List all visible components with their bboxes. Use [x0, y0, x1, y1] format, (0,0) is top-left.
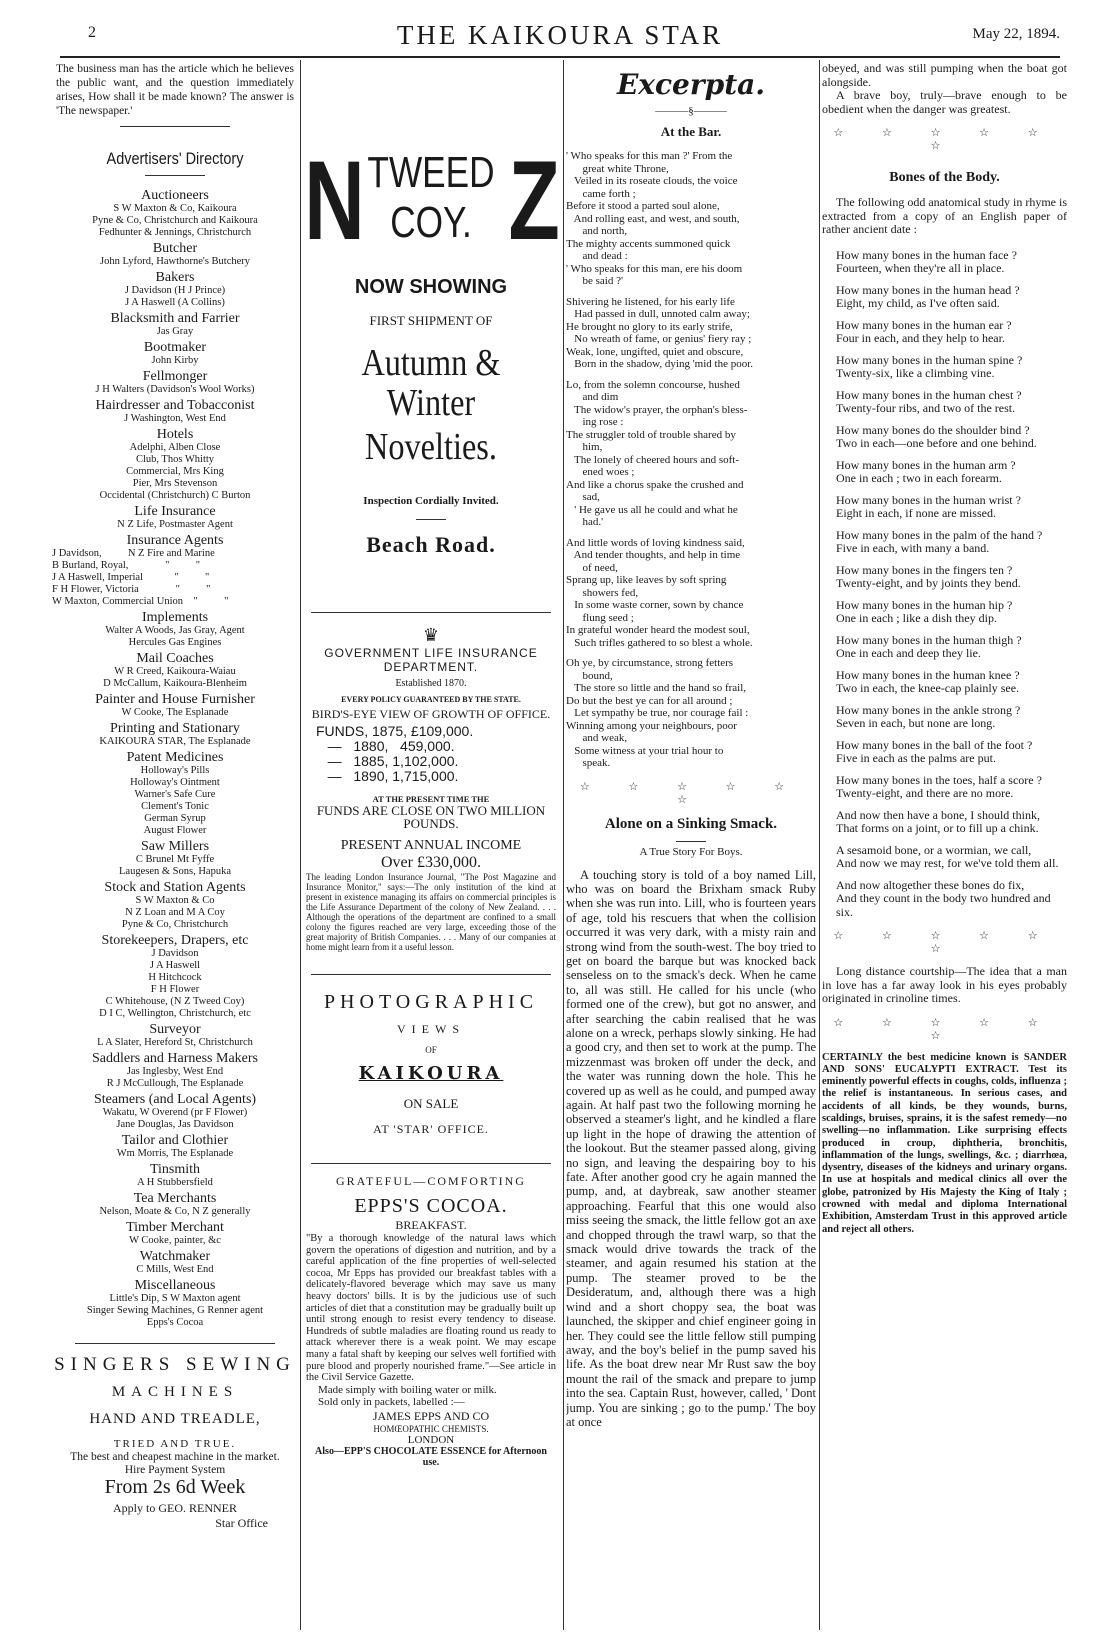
poem-line: The lonely of cheered hours and soft-	[566, 453, 739, 466]
column-advertisements	[302, 62, 560, 1632]
directory-entry: Walter A Woods, Jas Gray, Agent	[105, 625, 245, 636]
directory-heading: Surveyor	[149, 1022, 201, 1037]
directory-entry: Wakatu, W Overend (pr F Flower)	[102, 1107, 248, 1118]
column-divider	[300, 60, 301, 1630]
directory-heading: Hotels	[156, 427, 194, 442]
tweed-letter-n: N	[304, 138, 365, 263]
gov-birdseye: BIRD'S-EYE VIEW OF GROWTH OF OFFICE.	[311, 707, 551, 721]
poem-line: The store so little and the hand so frail,	[566, 682, 747, 694]
directory-heading: Printing and Stationary	[110, 721, 240, 736]
epps-cocoa-ad	[302, 1174, 560, 1468]
poem-line: and dim	[566, 391, 619, 403]
directory-heading: Butcher	[152, 241, 198, 256]
divider	[311, 974, 551, 975]
epps-maker: JAMES EPPS AND CO	[372, 1408, 490, 1423]
bones-answer: That forms on a joint, or to fill up a chink.	[836, 821, 1039, 835]
directory-entry: W Cooke, painter, &c	[129, 1235, 221, 1246]
directory-entry: Jas Gray	[156, 326, 194, 337]
excerpta-divider: ———§———	[655, 105, 727, 117]
directory-entry: Warner's Safe Cure	[134, 789, 216, 800]
bones-question: How many bones in the toes, half a score ?	[836, 772, 1042, 787]
directory-entry: A H Stubbersfield	[137, 1177, 213, 1188]
poem-line: Such trifles gathered to so blest a whole.	[566, 636, 753, 649]
directory-entry: L A Slater, Hereford St, Christchurch	[97, 1037, 253, 1048]
directory-heading: Storekeepers, Drapers, etc	[101, 933, 249, 948]
bones-couplet	[822, 669, 1067, 696]
epps-chemists: HOMŒOPATHIC CHEMISTS.	[373, 1423, 489, 1434]
poem-line: In grateful wonder heard the modest soul,	[566, 624, 750, 636]
gov-income: PRESENT ANNUAL INCOME	[340, 838, 522, 853]
directory-heading: Steamers (and Local Agents)	[93, 1092, 257, 1107]
singer-best: The best and cheapest machine in the market.	[70, 1451, 280, 1463]
directory-entry: Epps's Cocoa	[146, 1317, 204, 1328]
bones-couplet	[822, 529, 1067, 556]
tweed-novelties: Novelties.	[365, 426, 497, 468]
tweed-first-shipment: FIRST SHIPMENT OF	[369, 313, 493, 328]
gov-close: FUNDS ARE CLOSE ON TWO MILLION POUNDS.	[316, 803, 546, 831]
divider	[311, 612, 551, 613]
masthead-rule	[60, 56, 1060, 58]
divider	[676, 841, 706, 842]
bones-question: How many bones in the human face ?	[836, 247, 1017, 262]
bones-question: How many bones in the human spine ?	[836, 352, 1023, 367]
poem-line: Weak, lone, ungifted, quiet and obscure,	[566, 345, 744, 358]
column-divider	[819, 60, 820, 1630]
bones-answer: Four in each, and they help to hear.	[836, 331, 1005, 345]
bones-answer: Twenty-eight, and by joints they bend.	[836, 576, 1021, 590]
poem-line: Do but the best ye can for all around ;	[566, 694, 733, 707]
poem-line: The struggler told of trouble shared by	[566, 428, 736, 441]
directory-entry: Commercial, Mrs King	[126, 466, 224, 477]
bones-poem	[822, 249, 1067, 920]
directory-entry: Club, Thos Whitty	[135, 454, 215, 465]
directory-entry: August Flower	[143, 825, 207, 836]
poem-at-the-bar	[566, 150, 816, 770]
bones-answer: Two in each, the knee-cap plainly see.	[836, 681, 1020, 695]
directory-entry: Holloway's Pills	[140, 765, 210, 776]
singer-tried: TRIED AND TRUE.	[113, 1438, 237, 1450]
funds-row: — 1885, 1,102,000.	[316, 753, 459, 769]
directory-entry: Adelphi, Alben Close	[129, 442, 221, 453]
directory-entry: Jane Douglas, Jas Davidson	[116, 1119, 234, 1130]
poem-stanza	[566, 657, 816, 770]
bones-question: How many bones in the human chest ?	[836, 387, 1022, 402]
column-bones	[822, 62, 1067, 1632]
government-insurance-ad	[302, 625, 560, 952]
singer-hire: Hire Payment System	[124, 1464, 226, 1476]
directory-entry: Hercules Gas Engines	[128, 637, 222, 648]
insurance-agent-row: J Davidson, N Z Fire and Marine	[52, 548, 215, 559]
bones-couplet	[822, 844, 1067, 871]
funds-row: — 1880, 459,000.	[316, 738, 455, 754]
directory-heading: Life Insurance	[134, 504, 216, 519]
divider	[311, 1163, 551, 1164]
insurance-agent-row: J A Haswell, Imperial " "	[52, 572, 210, 583]
directory-entry: J Washington, West End	[124, 413, 226, 424]
bones-question: How many bones in the fingers ten ?	[836, 562, 1013, 577]
directory-entry: German Syrup	[144, 813, 206, 824]
epps-also: Also—EPP'S CHOCOLATE ESSENCE for Afternoon use.	[315, 1445, 547, 1468]
divider	[145, 175, 205, 176]
poem-line: bound,	[566, 669, 613, 682]
tweed-beach-road: Beach Road.	[366, 532, 496, 557]
bones-answer: Five in each, with many a band.	[836, 541, 990, 555]
epps-name: EPPS'S COCOA.	[354, 1195, 508, 1217]
bones-answer: Twenty-eight, and there are no more.	[836, 786, 1014, 800]
tweed-name-line2: COY.	[390, 198, 472, 247]
bones-title: Bones of the Body.	[889, 170, 1000, 185]
epps-made: Made simply with boiling water or milk.	[318, 1383, 497, 1396]
directory-entry: C Brunel Mt Fyffe	[135, 854, 215, 865]
page-number: 2	[88, 24, 96, 41]
singer-price: From 2s 6d Week	[104, 1476, 246, 1498]
column-divider	[563, 60, 564, 1630]
poem-line: showers fed,	[566, 586, 639, 599]
bones-couplet	[822, 774, 1067, 801]
story-subtitle: A True Story For Boys.	[639, 845, 743, 858]
singer-machines: MACHINES	[111, 1384, 239, 1400]
directory-heading: Patent Medicines	[126, 750, 224, 765]
poem-line: had.'	[566, 516, 604, 528]
directory-heading: Auctioneers	[141, 188, 209, 203]
poem-line: sad,	[566, 491, 600, 503]
tweed-now-showing: NOW SHOWING	[354, 276, 508, 298]
directory-entry: Pyne & Co, Christchurch	[121, 919, 229, 930]
poem-line: No wreath of fame, or genius' fiery ray ;	[566, 333, 752, 345]
bones-answer: Fourteen, when they're all in place.	[836, 261, 1005, 275]
bones-couplet	[822, 809, 1067, 836]
poem-line: And rolling east, and west, and south,	[566, 212, 740, 225]
gov-established: Established 1870.	[395, 678, 467, 689]
eucalypti-ad: CERTAINLY the best medicine known is SANDER AND SONS' EUCALYPTI EXTRACT. Test its eminently powerful effects in coughs, colds, influenza ; the relief is instantaneous. In serious cases, and accidents of all kinds, be they wounds, burns, scaldings, bruises, sprains, it is the safest remedy—no swelling—no inflammation. Like surprising effects produced in croup, diphtheria, bronchitis, inflammation of the lungs, swellings, &c. ; diarrhœa, dysentry, diseases of the kidneys and urinary organs. In use at hospitals and medical clinics all over the globe, patronized by His Majesty the King of Italy ; crowned with medal and diploma International Exhibition, Amsterdam Trust in this approved article and reject all others.	[822, 1051, 1067, 1235]
poem-line: ' Who speaks for this man, ere his doom	[566, 262, 743, 275]
epps-sold: Sold only in packets, labelled :—	[318, 1396, 465, 1409]
directory-heading: Miscellaneous	[134, 1278, 216, 1293]
directory-heading: Tailor and Clothier	[121, 1133, 229, 1148]
bones-couplet	[822, 564, 1067, 591]
poem-line: And little words of loving kindness said,	[566, 536, 745, 549]
brave-boy: A brave boy, truly—brave enough to be obedient when the danger was greatest.	[822, 88, 1067, 116]
poem-stanza	[566, 296, 816, 371]
poem-stanza	[566, 150, 816, 288]
directory-entry: Singer Sewing Machines, G Renner agent	[86, 1305, 264, 1316]
bones-couplet	[822, 459, 1067, 486]
directory-entry: W Cooke, The Esplanade	[121, 707, 229, 718]
bones-intro: The following odd anatomical study in rhyme is extracted from a copy of an English paper of rather ancient date :	[822, 195, 1067, 236]
bones-answer: And they count in the body two hundred and six.	[836, 891, 1051, 919]
bones-question: How many bones in the ball of the foot ?	[836, 737, 1033, 752]
directory-entry: Little's Dip, S W Maxton agent	[109, 1293, 241, 1304]
photo-views: VIEWS	[397, 1022, 465, 1036]
directory-entry: Holloway's Ointment	[130, 777, 220, 788]
directory-heading: Painter and House Furnisher	[95, 692, 255, 707]
poem-line: ' Who speaks for this man ?' From the	[566, 150, 733, 162]
bones-answer: One in each ; like a dish they dip.	[836, 611, 997, 625]
bones-question: How many bones in the human hip ?	[836, 597, 1013, 612]
poem-line: And tender thoughts, and help in time	[566, 549, 741, 561]
bones-answer: Eight in each, if none are missed.	[836, 506, 996, 520]
directory-entry: D McCallum, Kaikoura-Blenheim	[103, 678, 247, 689]
poem-line: and north,	[566, 225, 628, 237]
funds-row: — 1890, 1,715,000.	[316, 768, 459, 784]
bones-answer: One in each and deep they lie.	[836, 646, 981, 660]
directory-entry: J A Haswell (A Collins)	[125, 297, 225, 308]
bones-couplet	[822, 249, 1067, 276]
bones-question: A sesamoid bone, or a wormian, we call,	[836, 842, 1032, 857]
newspaper-title: THE KAIKOURA STAR	[396, 20, 724, 50]
photo-headline: PHOTOGRAPHIC	[323, 991, 539, 1013]
story-title: Alone on a Sinking Smack.	[604, 815, 778, 832]
epps-grateful: GRATEFUL—COMFORTING	[336, 1174, 526, 1188]
directory-heading: Watchmaker	[139, 1249, 211, 1264]
insurance-list	[52, 548, 298, 608]
masthead	[60, 18, 1060, 52]
divider	[75, 1343, 275, 1344]
poem-line: speak.	[566, 757, 611, 769]
directory-entry: Pyne & Co, Christchurch and Kaikoura	[92, 215, 258, 226]
poem-line: ened woes ;	[566, 466, 635, 478]
bones-question: How many bones in the human knee ?	[836, 667, 1020, 682]
stars-divider: ☆ ☆ ☆ ☆ ☆ ☆	[833, 930, 1056, 955]
gov-text: The leading London Insurance Journal, "The Post Magazine and Insurance Monitor," says:—The only institution of the kind at present in existence managing its affairs on commercial principles is the Life Assurance Department of the colony of New Zealand. . . . Although the operations of the department are confined to a small colony the figures reached are very large, exceeding those of the great majority of British Companies. . . . Many of our companies at home might learn from it a useful lesson.	[306, 872, 556, 952]
column-excerpta	[566, 62, 816, 1632]
directory-entry: KAIKOURA STAR, The Esplanade	[99, 736, 251, 747]
bones-question: How many bones in the ankle strong ?	[836, 702, 1021, 717]
singer-headline: SINGERS SEWING	[54, 1354, 296, 1375]
poem-line: came forth ;	[566, 187, 636, 200]
poem-line: Before it stood a parted soul alone,	[566, 200, 720, 212]
bones-couplet	[822, 284, 1067, 311]
poem-line: ' He gave us all he could and what he	[566, 503, 738, 516]
directory-heading: Insurance Agents	[126, 533, 224, 548]
directory-heading: Mail Coaches	[136, 651, 214, 666]
bones-question: And now altogether these bones do fix,	[836, 877, 1025, 892]
directory-heading: Hairdresser and Tobacconist	[95, 398, 255, 413]
directory-list	[52, 188, 298, 531]
divider	[120, 126, 230, 127]
bones-couplet	[822, 879, 1067, 920]
poem-line: The mighty accents summoned quick	[566, 237, 731, 250]
directory-heading: Saw Millers	[140, 839, 210, 854]
poem-line: him,	[566, 441, 603, 453]
poem-line: Shivering he listened, for his early life	[566, 295, 735, 308]
stars-divider: ☆ ☆ ☆ ☆ ☆ ☆	[579, 780, 803, 806]
column-directory	[52, 62, 298, 1632]
bones-answer: Two in each—one before and one behind.	[836, 436, 1037, 450]
poem-line: Oh ye, by circumstance, strong fetters	[566, 657, 734, 669]
poem-line: ing rose :	[566, 416, 624, 428]
directory-heading: Tinsmith	[149, 1162, 201, 1177]
epps-text: "By a thorough knowledge of the natural laws which govern the operations of digestion and nutrition, and by a careful application of the fine properties of well-selected cocoa, Mr Epps has provided our breakfast tables with a delicately-flavored beverage which may save us many heavy doctors' bills. It is by the judicious use of such articles of diet that a constitution may be gradually built up until strong enough to resist every tendency to disease. Hundreds of subtle maladies are floating round us ready to attack wherever there is a weak point. We may escape many a fatal shaft by keeping our selves well fortified with pure blood and properly nourished frame."—See article in the Civil Service Gazette.	[306, 1233, 556, 1384]
tweed-letter-z: Z	[508, 138, 560, 263]
directory-entry: F H Flower	[150, 984, 200, 995]
directory-entry: Nelson, Moate & Co, N Z generally	[99, 1206, 251, 1217]
photo-on-sale: ON SALE	[403, 1096, 459, 1111]
bones-question: How many bones in the human arm ?	[836, 457, 1016, 472]
directory-entry: H Hitchcock	[148, 972, 202, 983]
excerpta-title: Excerpta.	[616, 68, 766, 101]
poem-line: Lo, from the solemn concourse, hushed	[566, 378, 740, 391]
insurance-agent-row: B Burland, Royal, " "	[52, 560, 200, 571]
gov-funds	[316, 724, 556, 784]
directory-entry: C Whitehouse, (N Z Tweed Coy)	[105, 996, 245, 1007]
directory-list	[52, 610, 298, 1329]
directory-entry: J Davidson (H J Prince)	[124, 285, 226, 296]
directory-entry: Pier, Mrs Stevenson	[132, 478, 218, 489]
tweed-ad	[302, 138, 560, 346]
insurance-agent-row: F H Flower, Victoria " "	[52, 584, 211, 595]
directory-entry: John Kirby	[151, 355, 199, 366]
poem-stanza	[566, 537, 816, 650]
bones-couplet	[822, 634, 1067, 661]
directory-heading: Implements	[141, 610, 209, 625]
poem-line: And like a chorus spake the crushed and	[566, 478, 744, 491]
directory-entry: Wm Morris, The Esplanade	[116, 1148, 234, 1159]
divider	[416, 519, 446, 520]
directory-entry: R J McCullough, The Esplanade	[106, 1078, 244, 1089]
poem-line: The widow's prayer, the orphan's bless-	[566, 403, 748, 416]
epps-london: LONDON	[407, 1433, 455, 1446]
poem-line: Had passed in dull, unnoted calm away;	[566, 308, 750, 320]
bones-answer: Twenty-four ribs, and two of the rest.	[836, 401, 1016, 415]
bones-couplet	[822, 319, 1067, 346]
courtship-paragraph: Long distance courtship—The idea that a man in love has a far away look in his eyes probably originated in crinoline times.	[822, 964, 1067, 1005]
poem-line: Born in the shadow, dying 'mid the poor.	[566, 358, 754, 370]
bones-question: And now then have a bone, I should think,	[836, 807, 1040, 822]
crest-icon: ♛	[422, 625, 440, 645]
poem-line: In some waste corner, sown by chance	[566, 599, 744, 611]
poem-line: Let sympathy be true, nor courage fail :	[566, 707, 749, 719]
epps-breakfast: BREAKFAST.	[395, 1218, 467, 1232]
photo-of: OF	[425, 1045, 437, 1055]
singer-ad	[52, 1354, 298, 1531]
directory-entry: John Lyford, Hawthorne's Butchery	[99, 256, 251, 267]
story-end: obeyed, and was still pumping when the boat got alongside.	[822, 62, 1067, 89]
poem-title: At the Bar.	[660, 124, 722, 139]
directory-entry: Occidental (Christchurch) C Burton	[99, 490, 251, 501]
funds-row: FUNDS, 1875, £109,000.	[316, 723, 474, 739]
directory-entry: J H Walters (Davidson's Wool Works)	[95, 384, 255, 395]
poem-line: Veiled in its roseate clouds, the voice	[566, 175, 738, 187]
gov-guaranteed: EVERY POLICY GUARANTEED BY THE STATE.	[341, 695, 521, 704]
poem-line: flung seed ;	[566, 611, 634, 624]
directory-entry: N Z Loan and M A Coy	[125, 907, 225, 918]
insurance-agent-row: W Maxton, Commercial Union " "	[52, 596, 229, 607]
poem-line: and weak,	[566, 732, 628, 744]
directory-heading: Timber Merchant	[126, 1220, 224, 1235]
singer-office: Star Office	[215, 1516, 268, 1530]
story-body: A touching story is told of a boy named Lill, who was on board the Brixham smack Ruby when she was run into. Lill, who is fourteen years of age, told his rescuers that when the collision occurred it was very dark, with a misty rain and strong wind from the south-west. The boy tried to get on board the barque but was knocked back senseless on to the smack's deck. When he came to, all was still. He called for his uncle (who formed one of the crew), but got no answer, and after searching the cabin realised that he was alone on a wreck, perhaps slowly sinking. He had a good cry, and then set to work at the pump. The mizzenmast was broken off under the deck, and the water was running down the hole. This he covered up as well as he could, and pumped away again. At half past two the following morning he observed a steamer's light, and he kindled a flare up light in the hope of drawing the attention of the lookout. But the steamer passed along, giving no sign, and leaving the despairing boy to his fate. After another good cry he again manned the pump, and, at daybreak, saw another steamer approaching. Fearful that this one would also miss seeing the smack, the little fellow got an axe and chopped through the trawl warp, so that the smack would drive towards the track of the steamer, and again resumed his station at the pump. The steamer proved to be the Desideratum, and, although there was a high wind and a short choppy sea, the boat was launched, the skipper and chief engineer going in her. They could see the little fellow still pumping away, and the boy's belief in the pump saved his life. As the boat drew near Mr Rust saw the boy mount the rail of the smack and prepare to jump into the sea. Captain Rust, however, called, ' Dont jump. You are sinking ; go to the pump.' The boy at once	[566, 867, 816, 1429]
bones-answer: Five in each as the palms are put.	[836, 751, 996, 765]
bones-couplet	[822, 739, 1067, 766]
directory-heading: Tea Merchants	[133, 1191, 217, 1206]
tweed-name	[328, 148, 534, 248]
singer-apply: Apply to GEO. RENNER	[113, 1501, 237, 1515]
bones-question: How many bones in the human thigh ?	[836, 632, 1022, 647]
tweed-name-line1: TWEED	[367, 148, 495, 197]
bones-couplet	[822, 599, 1067, 626]
stars-divider: ☆ ☆ ☆ ☆ ☆ ☆	[833, 1016, 1056, 1042]
photo-star-office: AT 'STAR' OFFICE.	[373, 1122, 489, 1136]
poem-line: be said ?'	[566, 275, 623, 287]
directory-entry: J Davidson	[151, 948, 199, 959]
poem-line: great white Throne,	[566, 162, 669, 175]
intro-paragraph: The business man has the article which he believes the public want, and the question immediately arises, How shall it be made known? The answer is 'The newspaper.'	[56, 63, 294, 117]
tweed-inspection: Inspection Cordially Invited.	[363, 495, 499, 507]
bones-couplet	[822, 494, 1067, 521]
bones-couplet	[822, 354, 1067, 381]
directory-entry: Fedhunter & Jennings, Christchurch	[98, 227, 252, 238]
poem-line: Winning among your neighbours, poor	[566, 719, 737, 732]
directory-heading: Saddlers and Harness Makers	[91, 1051, 258, 1066]
bones-question: How many bones in the human ear ?	[836, 317, 1012, 332]
gov-present-time: AT THE PRESENT TIME THE	[372, 794, 490, 804]
bones-question: How many bones do the shoulder bind ?	[836, 422, 1030, 437]
singer-hand-treadle: HAND AND TREADLE,	[89, 1411, 261, 1427]
bones-question: How many bones in the human wrist ?	[836, 492, 1021, 507]
directory-entry: Clement's Tonic	[141, 801, 209, 812]
poem-line: of need,	[566, 561, 618, 574]
bones-answer: Seven in each, but none are long.	[836, 716, 996, 730]
bones-answer: One in each ; two in each forearm.	[836, 471, 1002, 485]
photographic-ad	[302, 991, 560, 1137]
directory-entry: W R Creed, Kaikoura-Waiau	[114, 666, 236, 677]
bones-question: How many bones in the palm of the hand ?	[836, 527, 1043, 542]
directory-entry: J A Haswell	[149, 960, 201, 971]
poem-stanza	[566, 379, 816, 529]
poem-line: Sprang up, like leaves by soft spring	[566, 574, 727, 586]
directory-title: Advertisers' Directory	[106, 149, 244, 168]
directory-entry: Jas Inglesby, West End	[126, 1066, 224, 1077]
directory-heading: Fellmonger	[142, 369, 208, 384]
directory-entry: D I C, Wellington, Christchurch, etc	[99, 1008, 251, 1019]
directory-heading: Blacksmith and Farrier	[110, 311, 240, 326]
poem-line: He brought no glory to its early strife,	[566, 320, 733, 333]
bones-answer: And now we may rest, for we've told them all.	[836, 856, 1059, 870]
directory-entry: Laugesen & Sons, Hapuka	[119, 866, 231, 877]
issue-date: May 22, 1894.	[972, 26, 1060, 42]
directory-heading: Bakers	[155, 270, 195, 285]
bones-answer: Twenty-six, like a climbing vine.	[836, 366, 995, 380]
directory-heading: Stock and Station Agents	[104, 880, 246, 895]
directory-entry: S W Maxton & Co, Kaikoura	[113, 203, 237, 214]
bones-couplet	[822, 424, 1067, 451]
photo-kaikoura: KAIKOURA	[358, 1063, 504, 1084]
bones-couplet	[822, 704, 1067, 731]
gov-over: Over £330,000.	[381, 854, 481, 871]
gov-heading: GOVERNMENT LIFE INSURANCE DEPARTMENT.	[324, 646, 538, 674]
poem-line: and dead :	[566, 250, 628, 262]
tweed-autumn: Autumn & Winter	[361, 342, 501, 424]
poem-line: Some witness at your trial hour to	[566, 744, 724, 757]
directory-entry: C Mills, West End	[136, 1264, 214, 1275]
directory-heading: Bootmaker	[143, 340, 207, 355]
stars-divider: ☆ ☆ ☆ ☆ ☆ ☆	[833, 127, 1056, 152]
directory-entry: N Z Life, Postmaster Agent	[117, 519, 233, 530]
bones-question: How many bones in the human head ?	[836, 282, 1020, 297]
bones-answer: Eight, my child, as I've often said.	[836, 296, 1000, 310]
bones-couplet	[822, 389, 1067, 416]
directory-entry: S W Maxton & Co	[135, 895, 215, 906]
